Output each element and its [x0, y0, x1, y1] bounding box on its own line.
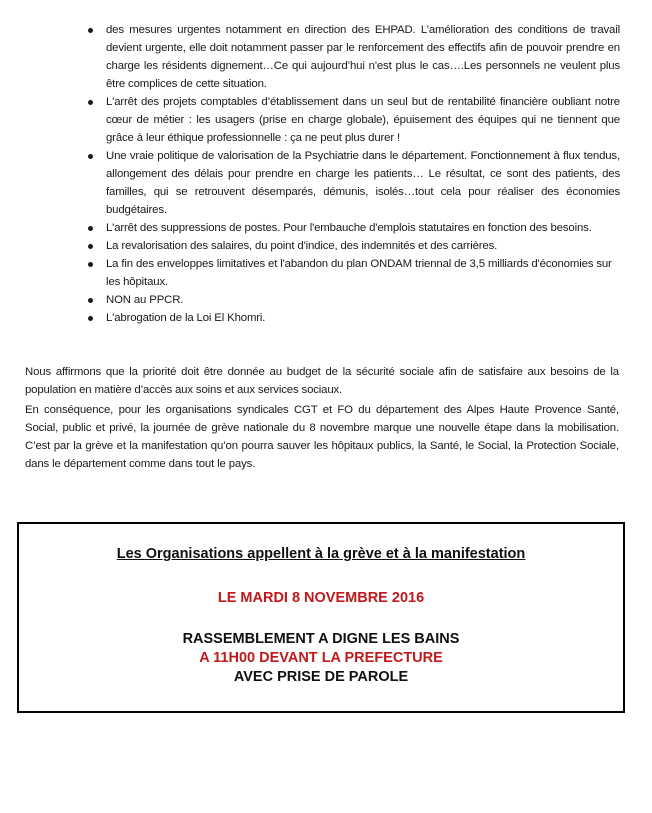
- bullet-icon: [88, 244, 93, 249]
- callout-details: [19, 630, 623, 687]
- bullet-icon: [88, 28, 93, 33]
- demands-list: [86, 21, 620, 327]
- list-item: [86, 219, 620, 237]
- list-item-text: des mesures urgentes notamment en direction des EHPAD. L’amélioration des conditions de travail devient urgente, elle doit notamment passer par le renforcement des effectifs afin de pouvoir prendre en charge les résidents dignement…Ce qui aujourd’hui n'est plus le cas….Les personnels ne veulent plus être complices de cette situation.: [106, 24, 620, 90]
- callout-speech: AVEC PRISE DE PAROLE: [233, 669, 409, 685]
- list-item: [86, 291, 620, 309]
- callout-time-place: A 11H00 DEVANT LA PREFECTURE: [199, 650, 443, 666]
- list-item: [86, 147, 620, 219]
- list-item-text: L'arrêt des suppressions de postes. Pour l'embauche d'emplois statutaires en fonction des besoins.: [106, 222, 592, 234]
- list-item-text: NON au PPCR.: [106, 294, 184, 306]
- bullet-icon: [88, 298, 93, 303]
- list-item-text: La fin des enveloppes limitatives et l'abandon du plan ONDAM triennal de 3,5 milliards d'économies sur les hôpitaux.: [106, 258, 612, 288]
- callout-title: Les Organisations appellent à la grève et à la manifestation: [116, 546, 526, 562]
- list-item-text: La revalorisation des salaires, du point d'indice, des indemnités et des carrières.: [106, 240, 498, 252]
- list-item-text: L'abrogation de la Loi El Khomri.: [106, 312, 266, 324]
- list-item: [86, 21, 620, 93]
- list-item: [86, 255, 620, 291]
- callout-location: RASSEMBLEMENT A DIGNE LES BAINS: [182, 631, 460, 647]
- bullet-icon: [88, 316, 93, 321]
- strike-callout-box: [17, 522, 625, 713]
- paragraph-consequence: En conséquence, pour les organisations syndicales CGT et FO du département des Alpes Haute Provence Santé, Social, public et privé, la journée de grève nationale du 8 novembre marque une nouvelle étape dans la mobilisation. C’est par la grève et la manifestation qu’on pourra sauver les hôpitaux publics, la Santé, le Social, la Protection Sociale, dans le département comme dans tout le pays.: [25, 404, 619, 470]
- paragraph-priority: Nous affirmons que la priorité doit être donnée au budget de la sécurité sociale afin de satisfaire aux besoins de la population en matière d’accès aux soins et aux services sociaux.: [25, 366, 619, 396]
- list-item-text: L'arrêt des projets comptables d’établissement dans un seul but de rentabilité financière oubliant notre cœur de métier : les usagers (prise en charge globale), épuisement des équipes qui ne tiennent que grâce à leur éthique professionnelle : ça ne peut plus durer !: [106, 96, 620, 144]
- bullet-icon: [88, 154, 93, 159]
- list-item: [86, 309, 620, 327]
- list-item-text: Une vraie politique de valorisation de la Psychiatrie dans le département. Fonctionnement à flux tendus, allongement des délais pour prendre en charge les patients… Le résultat, ce sont des patients, des familles, qui se retrouvent désemparés, démunis, isolés…tout cela pour réaliser des économies budgétaires.: [106, 150, 620, 216]
- bullet-icon: [88, 100, 93, 105]
- callout-date: LE MARDI 8 NOVEMBRE 2016: [217, 590, 425, 606]
- list-item: [86, 93, 620, 147]
- list-item: [86, 237, 620, 255]
- bullet-icon: [88, 262, 93, 267]
- bullet-icon: [88, 226, 93, 231]
